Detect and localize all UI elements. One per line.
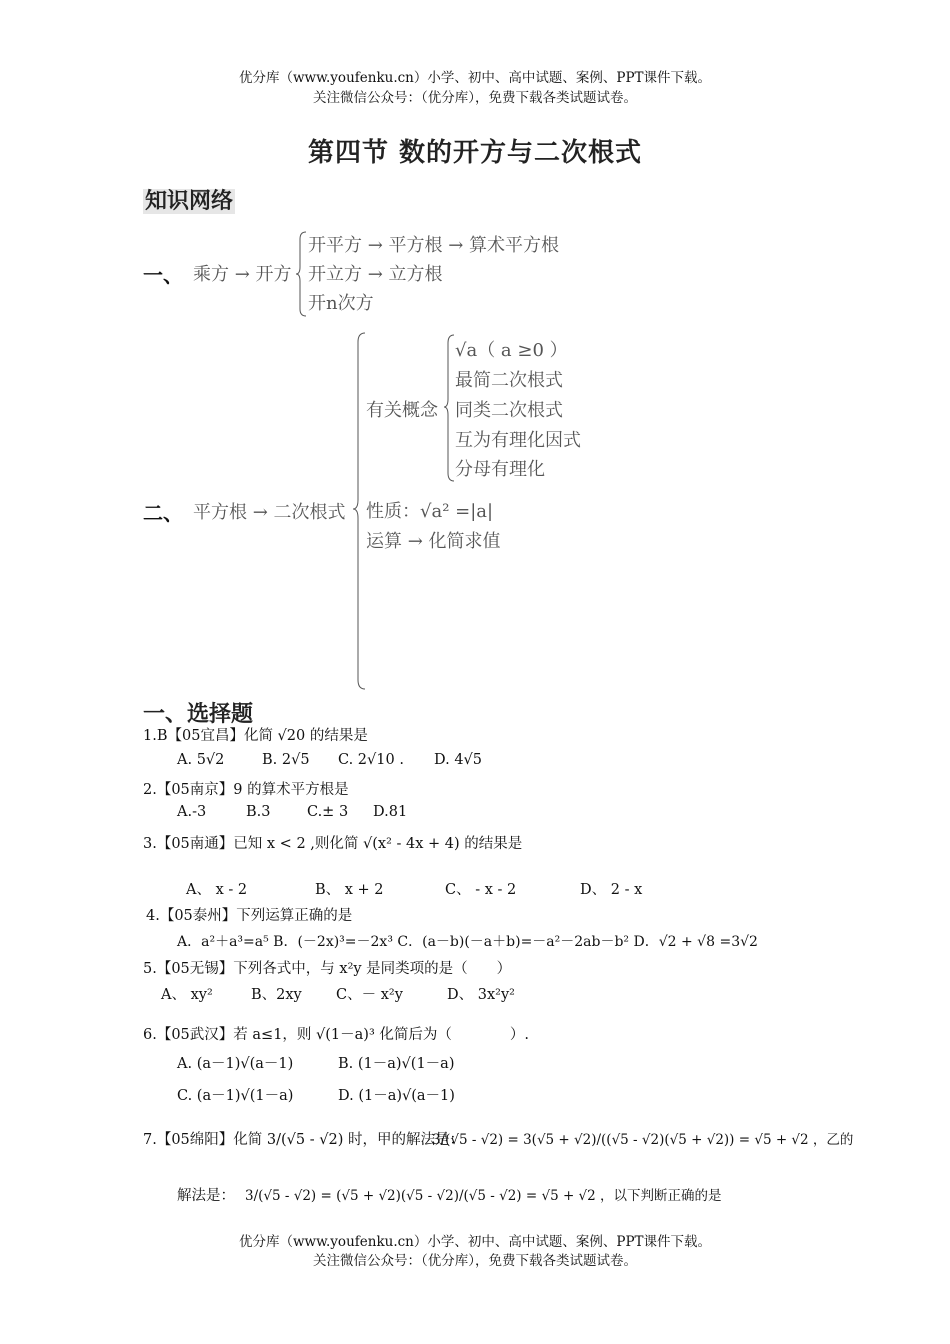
q1-option-c: C. 2√10 . (338, 752, 404, 768)
q2-option-c: C.± 3 (307, 804, 349, 820)
concept-rationalize-denominator: 分母有理化 (455, 459, 545, 480)
q7-jia-solution: 3/(√5 - √2) = 3(√5 + √2)/((√5 - √2)(√5 + √2)) = √5 + √2 ，乙的 (432, 1132, 854, 1148)
concepts-label: 有关概念 (366, 400, 438, 421)
part1-item-3: 开n次方 (308, 293, 374, 314)
q4-stem: 4.【05泰州】下列运算正确的是 (146, 908, 353, 924)
part2-number: 二、 (143, 501, 183, 525)
q3-option-c: C、 - x - 2 (445, 882, 517, 898)
header-line-2: 关注微信公众号：（优分库），免费下载各类试题试卷。 (313, 90, 637, 106)
part1-brace (296, 231, 308, 317)
q3-option-a: A、 x - 2 (186, 882, 248, 898)
page-title: 第四节 数的开方与二次根式 (307, 138, 643, 168)
part2-big-brace (353, 332, 367, 690)
part1-item-2: 开立方 → 立方根 (308, 264, 443, 285)
network-heading: 知识网络 (145, 189, 234, 214)
q5-stem: 5.【05无锡】下列各式中，与 x²y 是同类项的是（ ） (143, 961, 512, 977)
footer-line-2: 关注微信公众号：（优分库），免费下载各类试题试卷。 (313, 1253, 637, 1269)
concept-rationalizing-factor: 互为有理化因式 (455, 430, 581, 451)
part1-root: 乘方 → 开方 (193, 264, 292, 285)
q7-yi-label: 解法是： (177, 1188, 235, 1204)
header-line-1: 优分库（www.youfenku.cn）小学、初中、高中试题、案例、PPT课件下载。 (238, 70, 712, 86)
q5-option-c: C、－ x²y (336, 987, 403, 1003)
q2-option-a: A.-3 (177, 804, 207, 820)
choice-heading: 一、选择题 (143, 702, 254, 727)
property-line: 性质：√a² =|a| (366, 501, 494, 522)
concept-similar-radicals: 同类二次根式 (455, 400, 563, 421)
operation-line: 运算 → 化简求值 (366, 531, 501, 552)
q6-option-c: C. (a－1)√(1－a) (177, 1088, 294, 1104)
q2-stem: 2.【05南京】9 的算术平方根是 (143, 782, 349, 798)
q7-stem: 7.【05绵阳】化简 3/(√5 - √2) 时，甲的解法是： (143, 1132, 464, 1148)
q1-option-d: D. 4√5 (434, 752, 483, 768)
q4-options: A．a²＋a³=a⁵ B．(－2x)³=－2x³ C．(a－b)(－a＋b)=－a²－2ab－b² D．√2 + √8 =3√2 (177, 934, 758, 950)
q2-option-d: D.81 (373, 804, 408, 820)
part1-number: 一、 (143, 263, 183, 287)
q1-stem: 1.B【05宜昌】化简 √20 的结果是 (143, 728, 368, 744)
q7-yi-solution: 3/(√5 - √2) = (√5 + √2)(√5 - √2)/(√5 - √2) = √5 + √2 ，以下判断正确的是 (245, 1188, 722, 1204)
q5-option-a: A、 xy² (161, 987, 213, 1003)
part1-item-1: 开平方 → 平方根 → 算术平方根 (308, 235, 560, 256)
q6-option-a: A. (a－1)√(a－1) (177, 1056, 294, 1072)
q2-option-b: B.3 (246, 804, 271, 820)
concept-sqrt-a: √a（ a ≥0 ） (455, 340, 568, 361)
q3-stem: 3.【05南通】已知 x < 2 ,则化简 √(x² - 4x + 4) 的结果是 (143, 836, 523, 852)
q5-option-d: D、 3x²y² (447, 987, 515, 1003)
q5-option-b: B、2xy (251, 987, 302, 1003)
q6-option-b: B. (1－a)√(1－a) (338, 1056, 455, 1072)
q3-option-b: B、 x + 2 (315, 882, 384, 898)
q1-option-a: A. 5√2 (177, 752, 225, 768)
q6-option-d: D. (1－a)√(a－1) (338, 1088, 455, 1104)
footer-line-1: 优分库（www.youfenku.cn）小学、初中、高中试题、案例、PPT课件下载。 (238, 1234, 712, 1250)
q3-option-d: D、 2 - x (580, 882, 643, 898)
part2-root: 平方根 → 二次根式 (193, 502, 346, 523)
q6-stem: 6.【05武汉】若 a≤1，则 √(1－a)³ 化简后为（ ）. (143, 1027, 529, 1043)
concept-simplest-radical: 最简二次根式 (455, 370, 563, 391)
q1-option-b: B. 2√5 (262, 752, 310, 768)
